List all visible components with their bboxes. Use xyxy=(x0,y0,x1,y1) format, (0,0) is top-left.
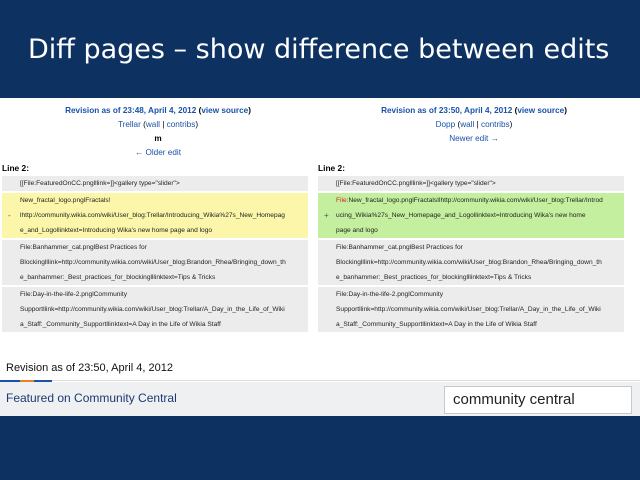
left-context-row: a_Staff:_Community_Supportllinktext=A Day in the Life of Wikia Staff xyxy=(2,317,308,332)
community-central-logo[interactable] xyxy=(444,386,632,414)
right-context-row: [[File:FeaturedOnCC.pnglllink=]]<gallery type="slider"> xyxy=(318,176,624,191)
right-context-row: e_banhammer:_Best_practices_for_blockinglllinktext=Tips & Tricks xyxy=(318,270,624,285)
left-wall-link[interactable]: wall xyxy=(145,120,160,129)
left-context-row: File:Banhammer_cat.pnglBest Practices for xyxy=(2,240,308,255)
right-added-row: page and logo xyxy=(318,223,624,238)
right-wall-link[interactable]: wall xyxy=(460,120,475,129)
left-context-row: File:Day-in-the-life-2.pnglCommunity xyxy=(2,287,308,302)
newer-edit-link[interactable]: Newer edit → xyxy=(449,134,499,143)
diff-left-column xyxy=(2,104,314,332)
right-user-link[interactable]: Dopp xyxy=(435,120,456,129)
left-deleted-row: e_and_Logollinktext=Introducing Wika's new home page and logo xyxy=(2,223,308,238)
right-line-label: Line 2: xyxy=(318,163,345,173)
right-revision-link[interactable]: Revision as of 23:50, April 4, 2012 xyxy=(381,106,513,115)
revision-heading: Revision as of 23:50, April 4, 2012 xyxy=(6,362,173,374)
left-contribs-link[interactable]: contribs xyxy=(166,120,196,129)
right-context-row: Blockinglllink=http://community.wikia.com/wiki/User_blog:Brandon_Rhea/Bringing_down_th xyxy=(318,255,624,270)
logo-text: community central xyxy=(453,391,575,408)
left-context-row: e_banhammer:_Best_practices_for_blockinglllinktext=Tips & Tricks xyxy=(2,270,308,285)
diff-right-column xyxy=(318,104,630,332)
left-deleted-row: - lhttp://community.wikia.com/wiki/User_blog:Trellar/Introducing_Wikia%27s_New_Homepag xyxy=(2,208,308,223)
added-inline-highlight: File: xyxy=(336,197,349,204)
right-added-row: File:New_fractal_logo.pnglFractalsIlhttp://community.wikia.com/wiki/User_blog:Trellar/Introd xyxy=(318,193,624,208)
left-context-row: Supportllink=http://community.wikia.com/wiki/User_blog:Trellar/A_Day_in_the_Life_of_Wiki xyxy=(2,302,308,317)
left-context-row: [[File:FeaturedOnCC.pnglllink=]]<gallery type="slider"> xyxy=(2,176,308,191)
left-view-source-link[interactable]: view source xyxy=(201,106,249,115)
added-marker: + xyxy=(324,211,329,220)
left-revision-header: Revision as of 23:48, April 4, 2012 (view source) Trellar (wall | contribs) m ← Older edit xyxy=(65,106,251,157)
featured-heading: Featured on Community Central xyxy=(6,391,177,405)
left-deleted-row: New_fractal_logo.pnglFractals! xyxy=(2,193,308,208)
right-context-row: a_Staff:_Community_Supportllinktext=A Day in the Life of Wikia Staff xyxy=(318,317,624,332)
left-context-row: Blockinglllink=http://community.wikia.com/wiki/User_blog:Brandon_Rhea/Bringing_down_th xyxy=(2,255,308,270)
left-line-label: Line 2: xyxy=(2,163,29,173)
right-contribs-link[interactable]: contribs xyxy=(480,120,510,129)
right-added-row: + ucing_Wikia%27s_New_Homepage_and_Logollinktext=Introducing Wika's new home xyxy=(318,208,624,223)
right-context-row: Supportllink=http://community.wikia.com/wiki/User_blog:Trellar/A_Day_in_the_Life_of_Wiki xyxy=(318,302,624,317)
right-view-source-link[interactable]: view source xyxy=(517,106,565,115)
left-revision-link[interactable]: Revision as of 23:48, April 4, 2012 xyxy=(65,106,197,115)
older-edit-link[interactable]: ← Older edit xyxy=(135,148,181,157)
left-user-link[interactable]: Trellar xyxy=(117,120,141,129)
deleted-marker: - xyxy=(8,211,11,220)
divider xyxy=(52,380,640,381)
right-context-row: File:Day-in-the-life-2.pnglCommunity xyxy=(318,287,624,302)
right-revision-header: Revision as of 23:50, April 4, 2012 (view source) Dopp (wall | contribs) Newer edit → xyxy=(381,106,567,143)
slide-title: Diff pages – show difference between edits xyxy=(28,34,610,65)
right-context-row: File:Banhammer_cat.pnglBest Practices for xyxy=(318,240,624,255)
diff-screenshot xyxy=(0,98,640,416)
minor-edit-flag: m xyxy=(154,134,162,143)
